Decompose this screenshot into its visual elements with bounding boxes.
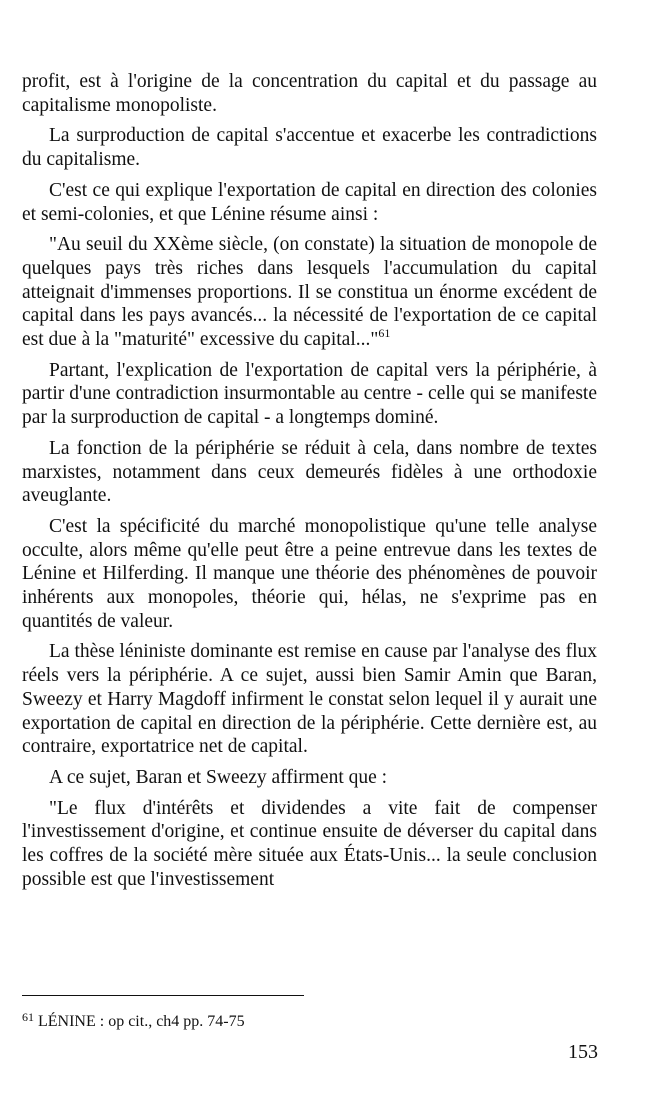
- paragraph-partant: Partant, l'explication de l'exportation de capital vers la périphérie, à partir d'une contradiction insurmontable au centre - celle qui se manifeste par la surproduction de capital - a longtemps dominé.: [22, 359, 597, 429]
- footnote-reference: 61: [378, 326, 391, 341]
- footnote: [22, 1012, 245, 1032]
- paragraph-marche-monopolistique: C'est la spécificité du marché monopolistique qu'une telle analyse occulte, alors même qu'elle peut être a peine entrevue dans les textes de Lénine et Hilferding. Il manque une théorie des phénomènes de pouvoir inhérents aux monopoles, théorie qui, hélas, ne s'exprime pas en quantités de valeur.: [22, 515, 597, 632]
- paragraph-fonction-peripherie: La fonction de la périphérie se réduit à cela, dans nombre de textes marxistes, notamment dans ceux demeurés fidèles à une orthodoxie aveuglante.: [22, 437, 597, 507]
- quote-lenine: [22, 233, 597, 352]
- page-number: 153: [568, 1041, 598, 1063]
- quote-lenine-text: "Au seuil du XXème siècle, (on constate) la situation de monopole de quelques pays très riches dans lesquels l'accumulation du capital atteignait d'immenses proportions. Il se constitua un énorme excédent de capital dans les pays avancés... la nécessité de l'exportation de ce capital est due à la "maturité" excessive du capital...": [22, 234, 597, 351]
- paragraph-surproduction: La surproduction de capital s'accentue et exacerbe les contradictions du capitalisme.: [22, 125, 597, 171]
- paragraph-these-leniniste: La thèse léniniste dominante est remise en cause par l'analyse des flux réels vers la périphérie. A ce sujet, aussi bien Samir Amin que Baran, Sweezy et Harry Magdoff infirment le constat selon lequel il y aurait une exportation de capital en direction de la périphérie. Cette dernière est, au contraire, exportatrice net de capital.: [22, 641, 597, 758]
- footnote-divider: [22, 995, 304, 996]
- footnote-number: 61: [22, 1010, 34, 1024]
- paragraph-exportation: C'est ce qui explique l'exportation de capital en direction des colonies et semi-colonies, et que Lénine résume ainsi :: [22, 179, 597, 225]
- paragraph-continuation: profit, est à l'origine de la concentration du capital et du passage au capitalisme monopoliste.: [22, 71, 597, 116]
- quote-baran-sweezy: "Le flux d'intérêts et dividendes a vite fait de compenser l'investissement d'origine, et continue ensuite de déverser du capital dans les coffres de la société mère située aux États-Unis... la seule conclusion possible est que l'investissement: [22, 797, 597, 890]
- page-body: [22, 70, 597, 899]
- footnote-text: LÉNINE : op cit., ch4 pp. 74-75: [38, 1013, 245, 1030]
- paragraph-baran-sweezy-intro: A ce sujet, Baran et Sweezy affirment que :: [49, 766, 388, 788]
